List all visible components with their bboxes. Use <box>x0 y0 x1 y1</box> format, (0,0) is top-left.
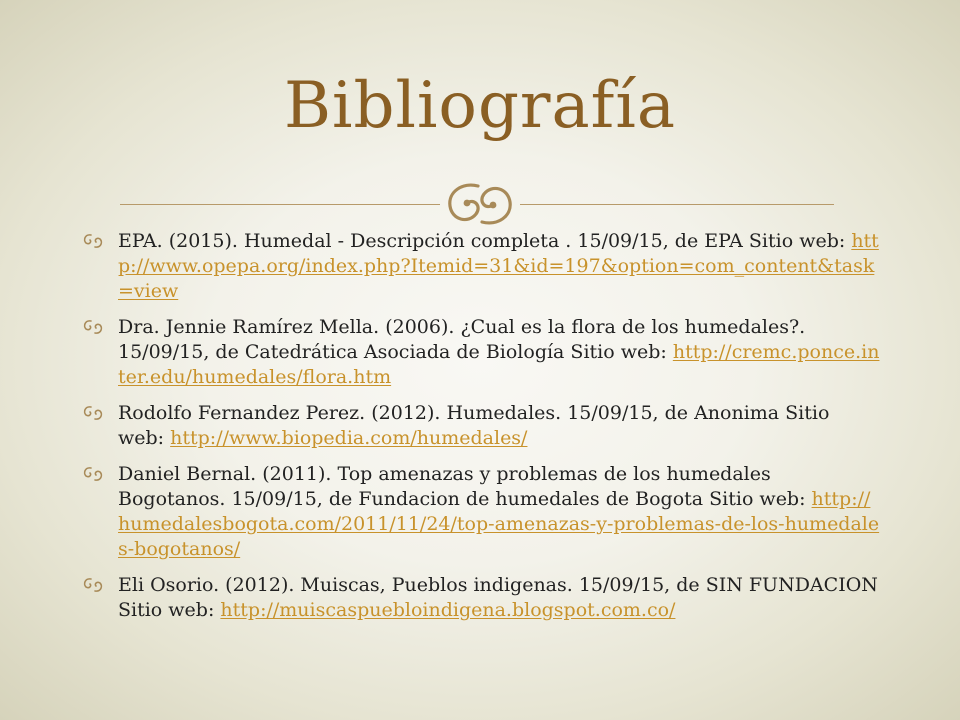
bullet-swirl-icon <box>82 577 104 593</box>
reference-link[interactable]: http://www.opepa.org/index.php?Itemid=31&id=197&option=com_content&task=view <box>118 230 879 302</box>
reference-item <box>80 401 880 451</box>
reference-text: EPA. (2015). Humedal - Descripción completa . 15/09/15, de EPA Sitio web: <box>118 230 852 252</box>
reference-text: Rodolfo Fernandez Perez. (2012). Humedales. 15/09/15, de Anonima Sitio web: <box>118 402 830 449</box>
page-title: Bibliografía <box>284 69 676 143</box>
reference-link[interactable]: http://www.biopedia.com/humedales/ <box>170 427 528 449</box>
reference-item <box>80 462 880 562</box>
reference-text: Daniel Bernal. (2011). Top amenazas y problemas de los humedales Bogotanos. 15/09/15, de Fundacion de humedales de Bogota Sitio web: <box>118 463 812 510</box>
bibliography-list <box>80 229 880 634</box>
reference-item <box>80 573 880 623</box>
reference-text: Eli Osorio. (2012). Muiscas, Pueblos indigenas. 15/09/15, de SIN FUNDACION Sitio web: <box>118 574 878 621</box>
reference-text: Dra. Jennie Ramírez Mella. (2006). ¿Cual es la flora de los humedales?. 15/09/15, de Catedrática Asociada de Biología Sitio web: <box>118 316 806 363</box>
divider-left <box>120 204 440 205</box>
reference-link[interactable]: http://cremc.ponce.inter.edu/humedales/flora.htm <box>118 341 880 388</box>
divider-right <box>520 204 834 205</box>
bullet-swirl-icon <box>82 319 104 335</box>
reference-item <box>80 229 880 304</box>
bullet-swirl-icon <box>82 466 104 482</box>
reference-link[interactable]: http://humedalesbogota.com/2011/11/24/top-amenazas-y-problemas-de-los-humedales-bogotanos/ <box>118 488 880 560</box>
reference-item <box>80 315 880 390</box>
bullet-swirl-icon <box>82 233 104 249</box>
ornament-swirl-icon <box>440 178 520 230</box>
bullet-swirl-icon <box>82 405 104 421</box>
reference-link[interactable]: http://muiscaspuebloindigena.blogspot.com.co/ <box>220 599 676 621</box>
